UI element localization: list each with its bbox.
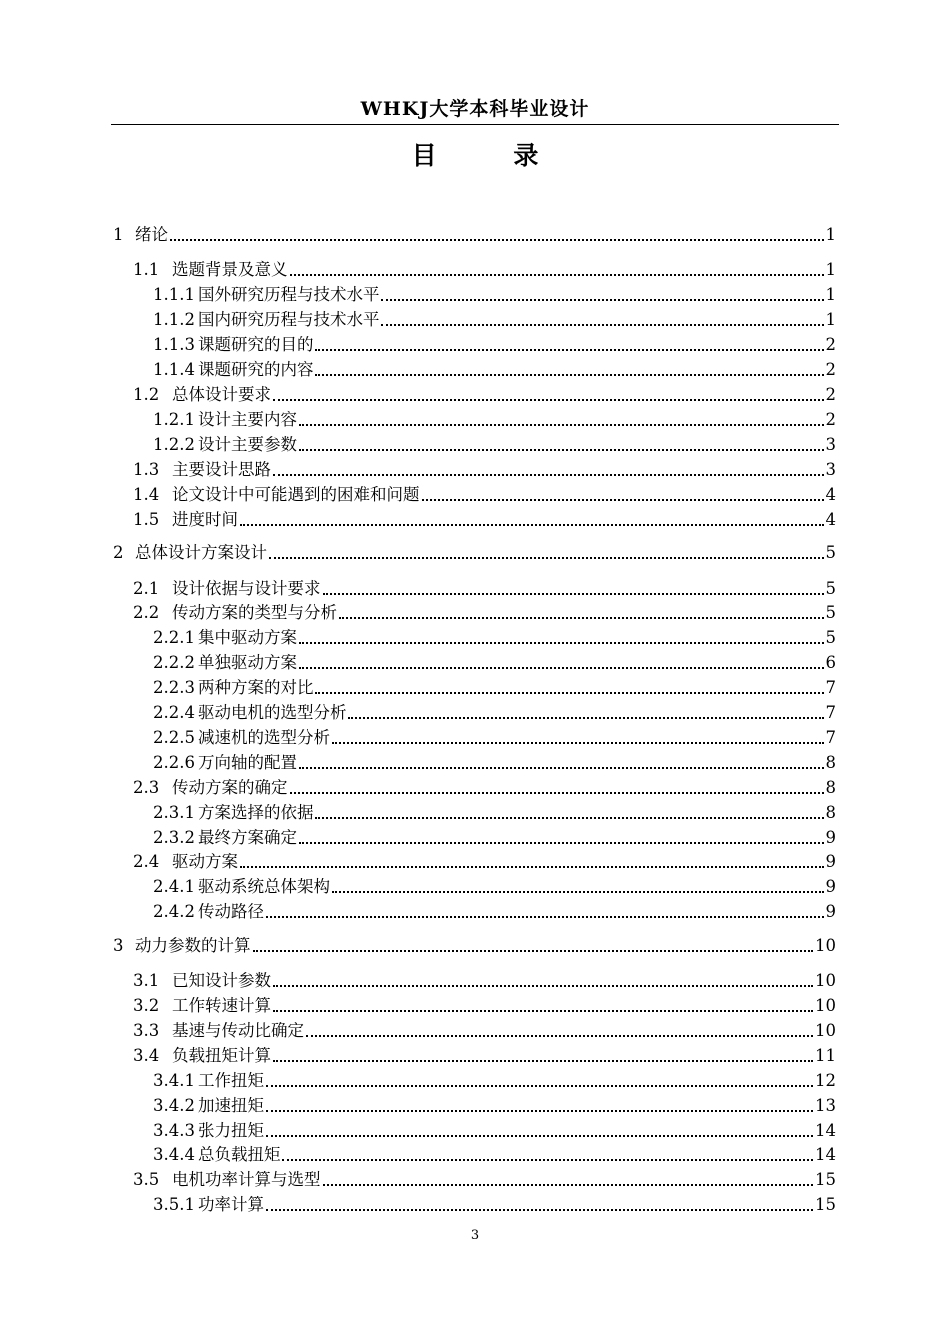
toc-entry-page: 3	[825, 460, 836, 479]
toc-dot-leader	[282, 1159, 813, 1161]
toc-entry-title: 总体设计方案设计	[135, 543, 267, 562]
toc-dot-leader	[170, 239, 824, 241]
toc-entry[interactable]	[133, 455, 836, 480]
toc-entry-page: 8	[825, 778, 836, 797]
toc-dot-leader	[332, 891, 824, 893]
toc-entry[interactable]	[153, 1116, 836, 1141]
toc-entry-title: 负载扭矩计算	[172, 1046, 271, 1065]
toc-entry-title: 驱动系统总体架构	[197, 877, 330, 896]
toc-entry-page: 8	[825, 753, 836, 772]
toc-entry-page: 2	[825, 385, 836, 404]
toc-entry[interactable]	[153, 280, 836, 305]
toc-entry-title: 加速扭矩	[197, 1096, 264, 1115]
toc-entry-number: 3.4.2	[153, 1096, 195, 1115]
toc-dot-leader	[290, 274, 824, 276]
toc-entry-number: 1.1.2	[153, 310, 195, 329]
toc-entry-title: 动力参数的计算	[135, 936, 251, 955]
toc-entry-title: 已知设计参数	[172, 971, 271, 990]
toc-entry-number: 3.4.3	[153, 1121, 195, 1140]
toc-entry-title: 减速机的选型分析	[197, 728, 330, 747]
toc-entry-title: 工作转速计算	[172, 996, 271, 1015]
toc-entry-number: 2.4	[133, 852, 160, 871]
toc-dot-leader	[422, 499, 824, 501]
toc-dot-leader	[266, 1110, 813, 1112]
toc-entry-page: 10	[815, 996, 836, 1015]
toc-entry-page: 9	[825, 877, 836, 896]
toc-entry-number: 3.4	[133, 1046, 160, 1065]
toc-entry-page: 7	[825, 678, 836, 697]
toc-dot-leader	[315, 349, 823, 351]
toc-entry[interactable]	[133, 380, 836, 405]
toc-entry-title: 驱动方案	[172, 852, 238, 871]
toc-dot-leader	[332, 742, 824, 744]
toc-entry-page: 2	[825, 335, 836, 354]
toc-entry-page: 1	[825, 310, 836, 329]
toc-dot-leader	[315, 817, 823, 819]
toc-entry-number: 3.5	[133, 1170, 160, 1189]
toc-entry-page: 10	[815, 971, 836, 990]
toc-entry[interactable]	[153, 748, 836, 773]
toc-entry-page: 14	[815, 1145, 836, 1164]
toc-dot-leader	[273, 399, 824, 401]
toc-entry-title: 课题研究的内容	[197, 360, 314, 379]
toc-dot-leader	[323, 1184, 814, 1186]
toc-entry-number: 3.5.1	[153, 1195, 195, 1214]
toc-entry-number: 2.4.1	[153, 877, 195, 896]
toc-entry[interactable]	[153, 623, 836, 648]
toc-entry-number: 3	[113, 936, 124, 955]
toc-entry[interactable]	[133, 847, 836, 872]
toc-entry[interactable]	[133, 773, 836, 798]
toc-dot-leader	[315, 374, 823, 376]
toc-entry-number: 2.2.6	[153, 753, 195, 772]
toc-entry[interactable]	[133, 966, 836, 991]
toc-entry-page: 10	[815, 936, 836, 955]
toc-entry-title: 进度时间	[172, 510, 238, 529]
toc-dot-leader	[299, 449, 824, 451]
toc-entry-number: 2.3.2	[153, 828, 195, 847]
toc-entry-title: 选题背景及意义	[172, 260, 288, 279]
toc-entry-page: 14	[815, 1121, 836, 1140]
toc-entry-page: 4	[825, 485, 836, 504]
toc-entry-number: 2.4.2	[153, 902, 195, 921]
toc-title: 目 录	[411, 141, 573, 170]
toc-entry[interactable]	[153, 305, 836, 330]
toc-entry-title: 两种方案的对比	[197, 678, 314, 697]
toc-dot-leader	[315, 692, 823, 694]
toc-entry-number: 1.5	[133, 510, 160, 529]
toc-entry-title: 设计依据与设计要求	[172, 579, 321, 598]
toc-entry[interactable]	[133, 505, 836, 530]
toc-entry-title: 总负载扭矩	[197, 1145, 281, 1164]
toc-entry-number: 3.1	[133, 971, 160, 990]
toc-entry[interactable]	[153, 648, 836, 673]
toc-entry-page: 5	[825, 543, 836, 562]
toc-entry-title: 绪论	[135, 225, 168, 244]
toc-entry-page: 3	[825, 435, 836, 454]
toc-entry-number: 2.2.3	[153, 678, 195, 697]
toc-dot-leader	[323, 593, 824, 595]
toc-entry-number: 2.2	[133, 603, 160, 622]
toc-entry-page: 5	[825, 603, 836, 622]
toc-dot-leader	[266, 1135, 813, 1137]
toc-entry-title: 基速与传动比确定	[172, 1021, 304, 1040]
toc-entry-title: 万向轴的配置	[197, 753, 297, 772]
toc-dot-leader	[273, 474, 824, 476]
toc-dot-leader	[273, 985, 813, 987]
toc-entry-number: 1.4	[133, 485, 160, 504]
toc-entry[interactable]	[153, 1190, 836, 1215]
toc-entry-title: 传动路径	[197, 902, 264, 921]
toc-entry[interactable]	[113, 931, 836, 956]
toc-entry-title: 主要设计思路	[172, 460, 271, 479]
toc-entry-page: 12	[815, 1071, 836, 1090]
toc-entry-number: 3.4.4	[153, 1145, 195, 1164]
toc-entry-title: 论文设计中可能遇到的困难和问题	[172, 485, 420, 504]
toc-entry[interactable]	[153, 823, 836, 848]
toc-entry[interactable]	[153, 430, 836, 455]
toc-entry-title: 单独驱动方案	[197, 653, 297, 672]
toc-entry-number: 1.1.4	[153, 360, 195, 379]
toc-entry[interactable]	[113, 220, 836, 245]
toc-entry-page: 5	[825, 628, 836, 647]
toc-entry-number: 1	[113, 225, 124, 244]
toc-entry-title: 工作扭矩	[197, 1071, 264, 1090]
toc-entry-page: 8	[825, 803, 836, 822]
toc-entry-number: 2.2.5	[153, 728, 195, 747]
toc-dot-leader	[269, 557, 824, 559]
toc-entry[interactable]	[133, 1165, 836, 1190]
toc-entry-number: 1.3	[133, 460, 160, 479]
toc-entry[interactable]	[133, 1041, 836, 1066]
toc-entry-number: 3.2	[133, 996, 160, 1015]
toc-entry-page: 10	[815, 1021, 836, 1040]
toc-entry-title: 功率计算	[197, 1195, 264, 1214]
toc-entry[interactable]	[133, 255, 836, 280]
toc-entry[interactable]	[133, 598, 836, 623]
toc-dot-leader	[253, 950, 814, 952]
page-header-title: WHKJ大学本科毕业设计	[360, 98, 590, 120]
toc-entry-number: 1.1.1	[153, 285, 195, 304]
toc-entry[interactable]	[153, 897, 836, 922]
toc-entry-title: 设计主要内容	[197, 410, 297, 429]
toc-entry-title: 传动方案的确定	[172, 778, 288, 797]
toc-entry-page: 5	[825, 579, 836, 598]
toc-dot-leader	[348, 717, 823, 719]
toc-dot-leader	[273, 1060, 813, 1062]
toc-entry-title: 方案选择的依据	[197, 803, 314, 822]
toc-entry-number: 2.2.1	[153, 628, 195, 647]
toc-entry-number: 1.1.3	[153, 335, 195, 354]
toc-entry-number: 1.2	[133, 385, 160, 404]
toc-dot-leader	[299, 842, 824, 844]
toc-dot-leader	[266, 916, 824, 918]
toc-entry[interactable]	[133, 480, 836, 505]
toc-entry-number: 2.1	[133, 579, 160, 598]
toc-entry-number: 3.4.1	[153, 1071, 195, 1090]
toc-entry-title: 张力扭矩	[197, 1121, 264, 1140]
toc-entry[interactable]	[133, 991, 836, 1016]
toc-entry-page: 1	[825, 225, 836, 244]
toc-entry-title: 最终方案确定	[197, 828, 297, 847]
toc-entry-page: 7	[825, 728, 836, 747]
toc-entry-page: 2	[825, 410, 836, 429]
toc-entry[interactable]	[153, 872, 836, 897]
toc-entry-number: 2.2.4	[153, 703, 195, 722]
toc-dot-leader	[240, 524, 824, 526]
page-number: 3	[470, 1228, 480, 1243]
toc-dot-leader	[381, 299, 823, 301]
toc-dot-leader	[290, 792, 824, 794]
toc-entry-number: 1.2.1	[153, 410, 195, 429]
toc-dot-leader	[339, 617, 824, 619]
toc-entry-title: 设计主要参数	[197, 435, 297, 454]
toc-entry[interactable]	[153, 1091, 836, 1116]
toc-entry-number: 1.2.2	[153, 435, 195, 454]
toc-entry-page: 6	[825, 653, 836, 672]
toc-dot-leader	[381, 324, 823, 326]
toc-entry[interactable]	[153, 723, 836, 748]
toc-entry[interactable]	[153, 1066, 836, 1091]
toc-entry-title: 驱动电机的选型分析	[197, 703, 347, 722]
toc-entry-page: 15	[815, 1195, 836, 1214]
toc-entry[interactable]	[133, 574, 836, 599]
toc-entry[interactable]	[153, 798, 836, 823]
toc-entry-page: 9	[825, 902, 836, 921]
toc-entry-title: 国内研究历程与技术水平	[197, 310, 380, 329]
toc-dot-leader	[306, 1035, 813, 1037]
toc-entry-number: 2.2.2	[153, 653, 195, 672]
toc-entry-page: 1	[825, 260, 836, 279]
toc-dot-leader	[299, 667, 824, 669]
toc-entry[interactable]	[153, 330, 836, 355]
toc-dot-leader	[299, 642, 824, 644]
toc-entry[interactable]	[153, 673, 836, 698]
toc-entry-number: 2.3.1	[153, 803, 195, 822]
toc-entry[interactable]	[113, 538, 836, 563]
toc-dot-leader	[299, 767, 824, 769]
toc-entry-number: 1.1	[133, 260, 160, 279]
toc-entry-page: 9	[825, 852, 836, 871]
toc-entry-title: 国外研究历程与技术水平	[197, 285, 380, 304]
toc-entry-title: 集中驱动方案	[197, 628, 297, 647]
toc-entry-page: 15	[815, 1170, 836, 1189]
toc-dot-leader	[273, 1010, 813, 1012]
toc-entry-number: 3.3	[133, 1021, 160, 1040]
toc-entry-page: 7	[825, 703, 836, 722]
toc-entry[interactable]	[153, 405, 836, 430]
toc-entry-page: 2	[825, 360, 836, 379]
toc-entry-page: 13	[815, 1096, 836, 1115]
toc-dot-leader	[266, 1209, 813, 1211]
toc-dot-leader	[266, 1085, 813, 1087]
toc-entry-page: 11	[815, 1046, 836, 1065]
toc-entry-number: 2.3	[133, 778, 160, 797]
toc-entry-page: 1	[825, 285, 836, 304]
toc-entry-title: 传动方案的类型与分析	[172, 603, 337, 622]
toc-entry-page: 9	[825, 828, 836, 847]
toc-entry-title: 总体设计要求	[172, 385, 271, 404]
toc-dot-leader	[240, 866, 824, 868]
toc-entry-page: 4	[825, 510, 836, 529]
toc-entry[interactable]	[153, 1140, 836, 1165]
toc-entry[interactable]	[153, 355, 836, 380]
toc-entry[interactable]	[153, 698, 836, 723]
toc-dot-leader	[299, 424, 824, 426]
toc-entry-title: 电机功率计算与选型	[172, 1170, 321, 1189]
toc-entry-title: 课题研究的目的	[197, 335, 314, 354]
toc-entry[interactable]	[133, 1016, 836, 1041]
toc-entry-number: 2	[113, 543, 124, 562]
